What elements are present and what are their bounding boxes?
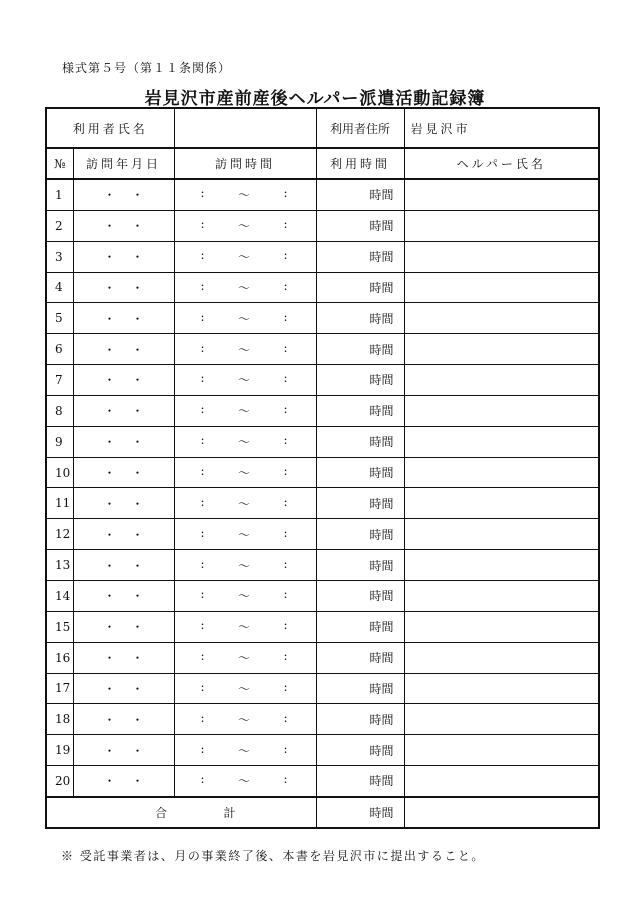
activity-log-table bbox=[45, 107, 600, 829]
time-colon: : bbox=[283, 679, 288, 694]
visit-time-field[interactable] bbox=[174, 673, 316, 704]
time-tilde: 〜 bbox=[238, 681, 251, 696]
row-number: 20 bbox=[46, 766, 73, 797]
visit-time-field[interactable] bbox=[174, 426, 316, 457]
date-separator: ・ bbox=[131, 774, 144, 789]
visit-date-field[interactable] bbox=[73, 580, 174, 611]
usage-hours-field[interactable]: 時間 bbox=[316, 766, 404, 797]
usage-hours-field[interactable]: 時間 bbox=[316, 673, 404, 704]
time-colon: : bbox=[200, 186, 205, 201]
page-title: 岩見沢市産前産後ヘルパー派遣活動記録簿 bbox=[144, 89, 486, 109]
date-separator: ・ bbox=[103, 219, 116, 234]
time-colon: : bbox=[200, 309, 205, 324]
visit-time-field[interactable] bbox=[174, 210, 316, 241]
visit-date-field[interactable] bbox=[73, 642, 174, 673]
time-colon: : bbox=[200, 340, 205, 355]
helper-name-field[interactable] bbox=[404, 519, 599, 550]
time-tilde: 〜 bbox=[238, 280, 251, 295]
time-tilde: 〜 bbox=[238, 527, 251, 542]
usage-hours-field[interactable]: 時間 bbox=[316, 550, 404, 581]
user-address-label: 利用者住所 bbox=[316, 108, 404, 148]
time-colon: : bbox=[200, 679, 205, 694]
date-separator: ・ bbox=[131, 342, 144, 357]
date-separator: ・ bbox=[103, 620, 116, 635]
date-separator: ・ bbox=[131, 651, 144, 666]
time-tilde: 〜 bbox=[238, 589, 251, 604]
visit-date-field[interactable] bbox=[73, 426, 174, 457]
visit-time-field[interactable] bbox=[174, 611, 316, 642]
time-colon: : bbox=[283, 217, 288, 232]
date-separator: ・ bbox=[103, 250, 116, 265]
date-separator: ・ bbox=[103, 342, 116, 357]
table-row bbox=[46, 550, 599, 581]
row-number: 12 bbox=[46, 519, 73, 550]
helper-name-field[interactable] bbox=[404, 550, 599, 581]
time-colon: : bbox=[283, 371, 288, 386]
time-colon: : bbox=[200, 433, 205, 448]
usage-hours-field[interactable]: 時間 bbox=[316, 580, 404, 611]
col-header-usage: 利用時間 bbox=[316, 148, 404, 179]
usage-hours-field[interactable]: 時間 bbox=[316, 611, 404, 642]
date-separator: ・ bbox=[103, 496, 116, 511]
visit-date-field[interactable] bbox=[73, 365, 174, 396]
helper-name-field[interactable] bbox=[404, 611, 599, 642]
time-colon: : bbox=[200, 710, 205, 725]
date-separator: ・ bbox=[103, 466, 116, 481]
footnote: ※ 受託事業者は、月の事業終了後、本書を岩見沢市に提出すること。 bbox=[61, 849, 485, 863]
visit-time-field[interactable] bbox=[174, 580, 316, 611]
visit-date-field[interactable] bbox=[73, 673, 174, 704]
usage-hours-field[interactable]: 時間 bbox=[316, 704, 404, 735]
date-separator: ・ bbox=[103, 558, 116, 573]
row-number: 19 bbox=[46, 735, 73, 766]
time-colon: : bbox=[283, 494, 288, 509]
table-row bbox=[46, 673, 599, 704]
col-header-time: 訪問時間 bbox=[174, 148, 316, 179]
visit-date-field[interactable] bbox=[73, 303, 174, 334]
row-number: 10 bbox=[46, 457, 73, 488]
time-tilde: 〜 bbox=[238, 250, 251, 265]
date-separator: ・ bbox=[131, 435, 144, 450]
date-separator: ・ bbox=[103, 435, 116, 450]
date-separator: ・ bbox=[103, 712, 116, 727]
time-colon: : bbox=[200, 772, 205, 787]
visit-time-field[interactable] bbox=[174, 241, 316, 272]
date-separator: ・ bbox=[131, 373, 144, 388]
time-colon: : bbox=[283, 402, 288, 417]
time-tilde: 〜 bbox=[238, 774, 251, 789]
helper-name-field[interactable] bbox=[404, 365, 599, 396]
visit-time-field[interactable] bbox=[174, 303, 316, 334]
visit-date-field[interactable] bbox=[73, 395, 174, 426]
time-colon: : bbox=[200, 278, 205, 293]
visit-date-field[interactable] bbox=[73, 241, 174, 272]
table-row bbox=[46, 704, 599, 735]
table-row bbox=[46, 642, 599, 673]
table-row bbox=[46, 303, 599, 334]
helper-name-field[interactable] bbox=[404, 766, 599, 797]
time-colon: : bbox=[200, 741, 205, 756]
helper-name-field[interactable] bbox=[404, 395, 599, 426]
helper-name-field[interactable] bbox=[404, 272, 599, 303]
visit-date-field[interactable] bbox=[73, 519, 174, 550]
time-tilde: 〜 bbox=[238, 466, 251, 481]
total-label-2: 計 bbox=[223, 805, 236, 820]
table-row bbox=[46, 457, 599, 488]
helper-name-field[interactable] bbox=[404, 642, 599, 673]
row-number: 18 bbox=[46, 704, 73, 735]
row-number: 4 bbox=[46, 272, 73, 303]
date-separator: ・ bbox=[131, 558, 144, 573]
time-tilde: 〜 bbox=[238, 342, 251, 357]
table-row bbox=[46, 272, 599, 303]
table-row bbox=[46, 580, 599, 611]
date-separator: ・ bbox=[131, 496, 144, 511]
date-separator: ・ bbox=[103, 589, 116, 604]
table-row bbox=[46, 395, 599, 426]
table-row bbox=[46, 179, 599, 210]
time-tilde: 〜 bbox=[238, 620, 251, 635]
time-tilde: 〜 bbox=[238, 743, 251, 758]
visit-time-field[interactable] bbox=[174, 735, 316, 766]
date-separator: ・ bbox=[103, 774, 116, 789]
row-number: 5 bbox=[46, 303, 73, 334]
helper-name-field[interactable] bbox=[404, 580, 599, 611]
date-separator: ・ bbox=[131, 188, 144, 203]
time-colon: : bbox=[200, 494, 205, 509]
visit-time-field[interactable] bbox=[174, 488, 316, 519]
row-number: 17 bbox=[46, 673, 73, 704]
total-label-1: 合 bbox=[155, 805, 168, 820]
visit-date-field[interactable] bbox=[73, 766, 174, 797]
helper-name-field[interactable] bbox=[404, 457, 599, 488]
helper-name-field[interactable] bbox=[404, 704, 599, 735]
row-number: 8 bbox=[46, 395, 73, 426]
time-tilde: 〜 bbox=[238, 311, 251, 326]
date-separator: ・ bbox=[103, 373, 116, 388]
visit-date-field[interactable] bbox=[73, 488, 174, 519]
usage-hours-field[interactable]: 時間 bbox=[316, 179, 404, 210]
user-address-field[interactable]: 岩見沢市 bbox=[404, 108, 599, 148]
table-row bbox=[46, 735, 599, 766]
table-row bbox=[46, 210, 599, 241]
row-number: 7 bbox=[46, 365, 73, 396]
visit-date-field[interactable] bbox=[73, 457, 174, 488]
date-separator: ・ bbox=[103, 527, 116, 542]
date-separator: ・ bbox=[131, 250, 144, 265]
time-colon: : bbox=[200, 217, 205, 232]
visit-time-field[interactable] bbox=[174, 457, 316, 488]
table-row bbox=[46, 519, 599, 550]
usage-hours-field[interactable]: 時間 bbox=[316, 642, 404, 673]
row-number: 6 bbox=[46, 334, 73, 365]
time-colon: : bbox=[283, 525, 288, 540]
date-separator: ・ bbox=[131, 466, 144, 481]
usage-hours-field[interactable]: 時間 bbox=[316, 241, 404, 272]
visit-time-field[interactable] bbox=[174, 704, 316, 735]
row-number: 9 bbox=[46, 426, 73, 457]
col-header-helper: ヘルパー氏名 bbox=[404, 148, 599, 179]
date-separator: ・ bbox=[131, 311, 144, 326]
time-colon: : bbox=[283, 309, 288, 324]
table-row bbox=[46, 488, 599, 519]
usage-hours-field[interactable]: 時間 bbox=[316, 735, 404, 766]
col-header-date: 訪問年月日 bbox=[73, 148, 174, 179]
header-row bbox=[46, 148, 599, 179]
helper-name-field[interactable] bbox=[404, 673, 599, 704]
helper-name-field[interactable] bbox=[404, 179, 599, 210]
date-separator: ・ bbox=[131, 620, 144, 635]
time-colon: : bbox=[200, 587, 205, 602]
row-number: 11 bbox=[46, 488, 73, 519]
visit-date-field[interactable] bbox=[73, 704, 174, 735]
row-number: 16 bbox=[46, 642, 73, 673]
visit-date-field[interactable] bbox=[73, 735, 174, 766]
time-tilde: 〜 bbox=[238, 188, 251, 203]
total-row bbox=[46, 797, 599, 828]
time-colon: : bbox=[200, 371, 205, 386]
time-colon: : bbox=[200, 649, 205, 664]
visit-date-field[interactable] bbox=[73, 550, 174, 581]
date-separator: ・ bbox=[131, 681, 144, 696]
time-colon: : bbox=[283, 587, 288, 602]
time-colon: : bbox=[283, 433, 288, 448]
row-number: 3 bbox=[46, 241, 73, 272]
time-tilde: 〜 bbox=[238, 404, 251, 419]
date-separator: ・ bbox=[103, 280, 116, 295]
time-colon: : bbox=[283, 772, 288, 787]
helper-name-field[interactable] bbox=[404, 241, 599, 272]
total-blank bbox=[404, 797, 599, 828]
time-tilde: 〜 bbox=[238, 558, 251, 573]
visit-time-field[interactable] bbox=[174, 642, 316, 673]
visit-date-field[interactable] bbox=[73, 179, 174, 210]
time-colon: : bbox=[283, 248, 288, 263]
usage-hours-field[interactable]: 時間 bbox=[316, 395, 404, 426]
date-separator: ・ bbox=[103, 404, 116, 419]
time-tilde: 〜 bbox=[238, 435, 251, 450]
usage-hours-field[interactable]: 時間 bbox=[316, 272, 404, 303]
time-colon: : bbox=[200, 464, 205, 479]
table-row bbox=[46, 611, 599, 642]
date-separator: ・ bbox=[103, 743, 116, 758]
time-tilde: 〜 bbox=[238, 373, 251, 388]
row-number: 2 bbox=[46, 210, 73, 241]
visit-time-field[interactable] bbox=[174, 365, 316, 396]
usage-hours-field[interactable]: 時間 bbox=[316, 519, 404, 550]
time-colon: : bbox=[200, 556, 205, 571]
time-colon: : bbox=[200, 248, 205, 263]
user-info-row bbox=[46, 108, 599, 148]
helper-name-field[interactable] bbox=[404, 426, 599, 457]
date-separator: ・ bbox=[131, 589, 144, 604]
usage-hours-field[interactable]: 時間 bbox=[316, 488, 404, 519]
date-separator: ・ bbox=[103, 188, 116, 203]
usage-hours-field[interactable]: 時間 bbox=[316, 365, 404, 396]
time-tilde: 〜 bbox=[238, 712, 251, 727]
usage-hours-field[interactable]: 時間 bbox=[316, 210, 404, 241]
date-separator: ・ bbox=[131, 280, 144, 295]
time-colon: : bbox=[283, 340, 288, 355]
helper-name-field[interactable] bbox=[404, 210, 599, 241]
date-separator: ・ bbox=[131, 743, 144, 758]
table-row bbox=[46, 334, 599, 365]
helper-name-field[interactable] bbox=[404, 303, 599, 334]
table-row bbox=[46, 241, 599, 272]
date-separator: ・ bbox=[103, 681, 116, 696]
time-colon: : bbox=[283, 278, 288, 293]
time-colon: : bbox=[200, 402, 205, 417]
usage-hours-field[interactable]: 時間 bbox=[316, 334, 404, 365]
date-separator: ・ bbox=[131, 712, 144, 727]
time-colon: : bbox=[200, 525, 205, 540]
time-colon: : bbox=[283, 710, 288, 725]
visit-time-field[interactable] bbox=[174, 395, 316, 426]
time-tilde: 〜 bbox=[238, 496, 251, 511]
time-colon: : bbox=[283, 649, 288, 664]
usage-hours-field[interactable]: 時間 bbox=[316, 426, 404, 457]
visit-date-field[interactable] bbox=[73, 334, 174, 365]
time-colon: : bbox=[283, 741, 288, 756]
row-number: 15 bbox=[46, 611, 73, 642]
date-separator: ・ bbox=[131, 527, 144, 542]
usage-hours-field[interactable]: 時間 bbox=[316, 457, 404, 488]
user-name-label: 利用者氏名 bbox=[46, 108, 174, 148]
row-number: 13 bbox=[46, 550, 73, 581]
date-separator: ・ bbox=[103, 651, 116, 666]
table-row bbox=[46, 766, 599, 797]
time-colon: : bbox=[200, 618, 205, 633]
total-label bbox=[46, 797, 316, 828]
time-colon: : bbox=[283, 464, 288, 479]
visit-date-field[interactable] bbox=[73, 272, 174, 303]
helper-name-field[interactable] bbox=[404, 735, 599, 766]
total-hours-field[interactable]: 時間 bbox=[316, 797, 404, 828]
helper-name-field[interactable] bbox=[404, 488, 599, 519]
date-separator: ・ bbox=[131, 404, 144, 419]
helper-name-field[interactable] bbox=[404, 334, 599, 365]
visit-date-field[interactable] bbox=[73, 210, 174, 241]
time-colon: : bbox=[283, 618, 288, 633]
visit-time-field[interactable] bbox=[174, 519, 316, 550]
visit-time-field[interactable] bbox=[174, 766, 316, 797]
time-colon: : bbox=[283, 186, 288, 201]
row-number: 14 bbox=[46, 580, 73, 611]
visit-date-field[interactable] bbox=[73, 611, 174, 642]
usage-hours-field[interactable]: 時間 bbox=[316, 303, 404, 334]
time-tilde: 〜 bbox=[238, 651, 251, 666]
date-separator: ・ bbox=[131, 219, 144, 234]
table-row bbox=[46, 426, 599, 457]
table-row bbox=[46, 365, 599, 396]
visit-time-field[interactable] bbox=[174, 550, 316, 581]
time-tilde: 〜 bbox=[238, 219, 251, 234]
user-name-field[interactable] bbox=[174, 108, 316, 148]
date-separator: ・ bbox=[103, 311, 116, 326]
visit-time-field[interactable] bbox=[174, 272, 316, 303]
row-number: 1 bbox=[46, 179, 73, 210]
time-colon: : bbox=[283, 556, 288, 571]
col-header-no: № bbox=[46, 148, 73, 179]
visit-time-field[interactable] bbox=[174, 179, 316, 210]
form-number: 様式第５号（第１１条関係） bbox=[62, 61, 232, 75]
visit-time-field[interactable] bbox=[174, 334, 316, 365]
